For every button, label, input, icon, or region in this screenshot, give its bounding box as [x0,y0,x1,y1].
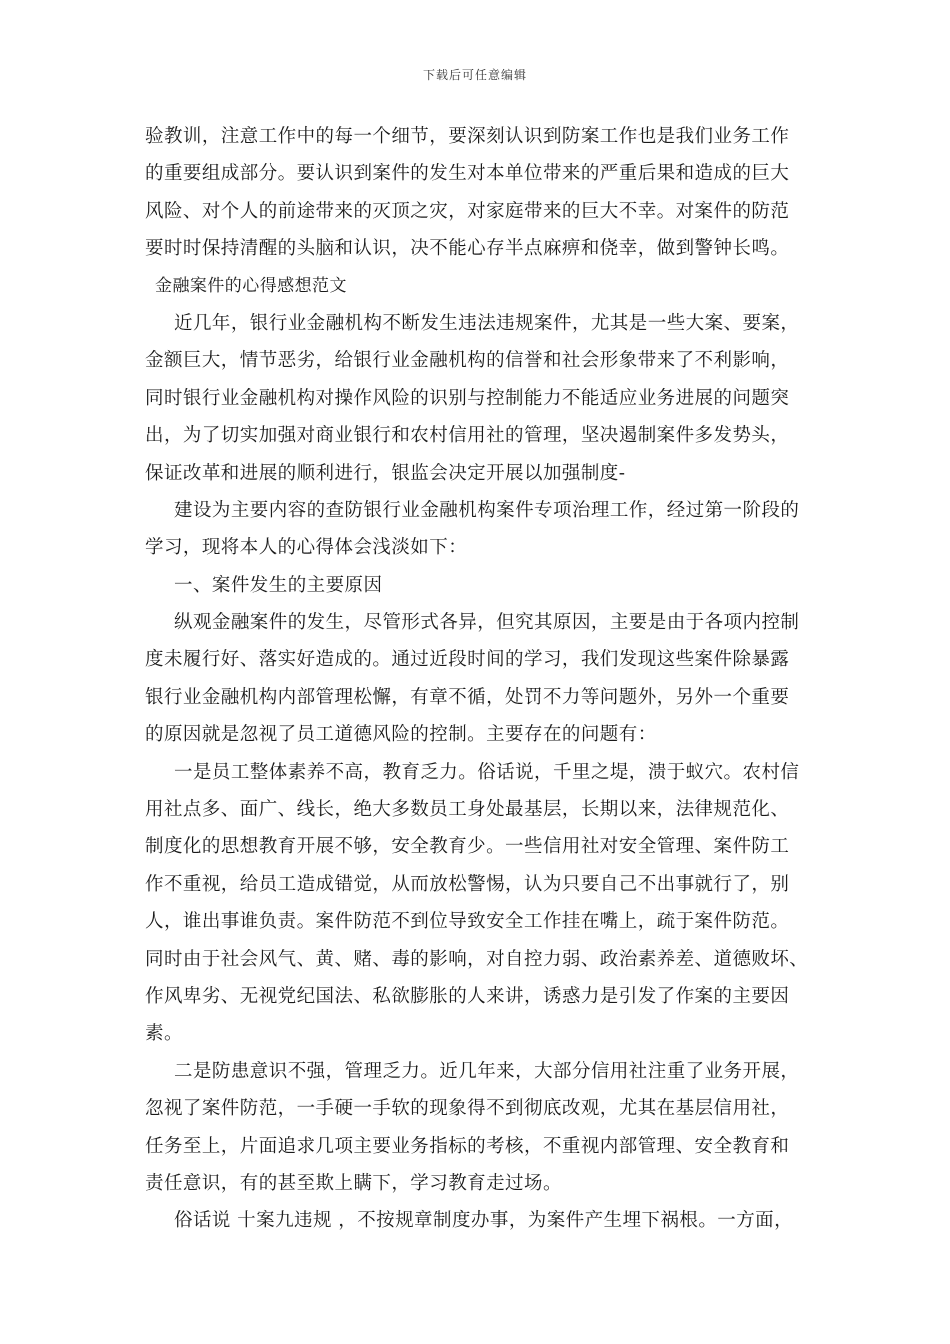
body-line: 保证改革和进展的顺利进行，银监会决定开展以加强制度- [145,462,626,484]
body-line: 用社点多、面广、线长，绝大多数员工身处最基层，长期以来，法律规范化、 [145,799,790,821]
body-line: 作不重视，给员工造成错觉，从而放松警惕，认为只要自己不出事就行了，别 [145,873,790,895]
body-line: 俗话说 十案九违规 ，不按规章制度办事，为案件产生埋下祸根。一方面， [174,1210,794,1232]
body-line: 学习，现将本人的心得体会浅淡如下： [145,537,468,559]
body-line: 验教训，注意工作中的每一个细节，要深刻认识到防案工作也是我们业务工作 [145,126,790,147]
body-line: 建设为主要内容的查防银行业金融机构案件专项治理工作，经过第一阶段的 [174,499,800,521]
subsection-heading: 一、案件发生的主要原因 [174,574,383,596]
body-line: 出，为了切实加强对商业银行和农村信用社的管理，坚决遏制案件多发势头， [145,425,790,447]
body-line: 的原因就是忽视了员工道德风险的控制。主要存在的问题有： [145,724,657,746]
document-body [145,118,813,1240]
body-line: 制度化的思想教育开展不够，安全教育少。一些信用社对安全管理、案件防工 [145,836,790,858]
header-note: 下载后可任意编辑 [422,68,527,82]
body-line: 二是防患意识不强，管理乏力。近几年来，大部分信用社注重了业务开展， [174,1060,800,1082]
body-line: 近几年，银行业金融机构不断发生违法违规案件，尤其是一些大案、要案， [174,312,800,334]
body-line: 素。 [145,1023,183,1045]
body-line: 同时银行业金融机构对操作风险的识别与控制能力不能适应业务进展的问题突 [145,387,790,409]
body-line: 责任意识，有的甚至欺上瞒下，学习教育走过场。 [145,1172,562,1194]
body-line: 银行业金融机构内部管理松懈，有章不循，处罚不力等问题外，另外一个重要 [145,686,790,708]
body-line: 度未履行好、落实好造成的。通过近段时间的学习，我们发现这些案件除暴露 [145,649,790,671]
body-line: 纵观金融案件的发生，尽管形式各异，但究其原因，主要是由于各项内控制 [174,612,800,634]
body-line: 人，谁出事谁负责。案件防范不到位导致安全工作挂在嘴上，疏于案件防范。 [145,911,790,933]
body-line: 金额巨大，情节恶劣，给银行业金融机构的信誉和社会形象带来了不利影响， [145,350,790,372]
body-line: 要时时保持清醒的头脑和认识，决不能心存半点麻痹和侥幸，做到警钟长鸣。 [145,238,790,260]
body-line: 风险、对个人的前途带来的灭顶之灾，对家庭带来的巨大不幸。对案件的防范 [145,200,790,222]
body-line: 同时由于社会风气、黄、赌、毒的影响，对自控力弱、政治素养差、道德败坏、 [145,948,809,970]
body-line: 一是员工整体素养不高，教育乏力。俗话说，千里之堤，溃于蚁穴。农村信 [174,761,800,783]
section-title: 金融案件的心得感想范文 [155,275,347,296]
body-line: 的重要组成部分。要认识到案件的发生对本单位带来的严重后果和造成的巨大 [145,163,790,185]
body-line: 忽视了案件防范，一手硬一手软的现象得不到彻底改观，尤其在基层信用社， [145,1098,790,1120]
body-line: 任务至上，片面追求几项主要业务指标的考核，不重视内部管理、安全教育和 [145,1135,790,1157]
body-line: 作风卑劣、无视党纪国法、私欲膨胀的人来讲，诱惑力是引发了作案的主要因 [145,985,790,1007]
